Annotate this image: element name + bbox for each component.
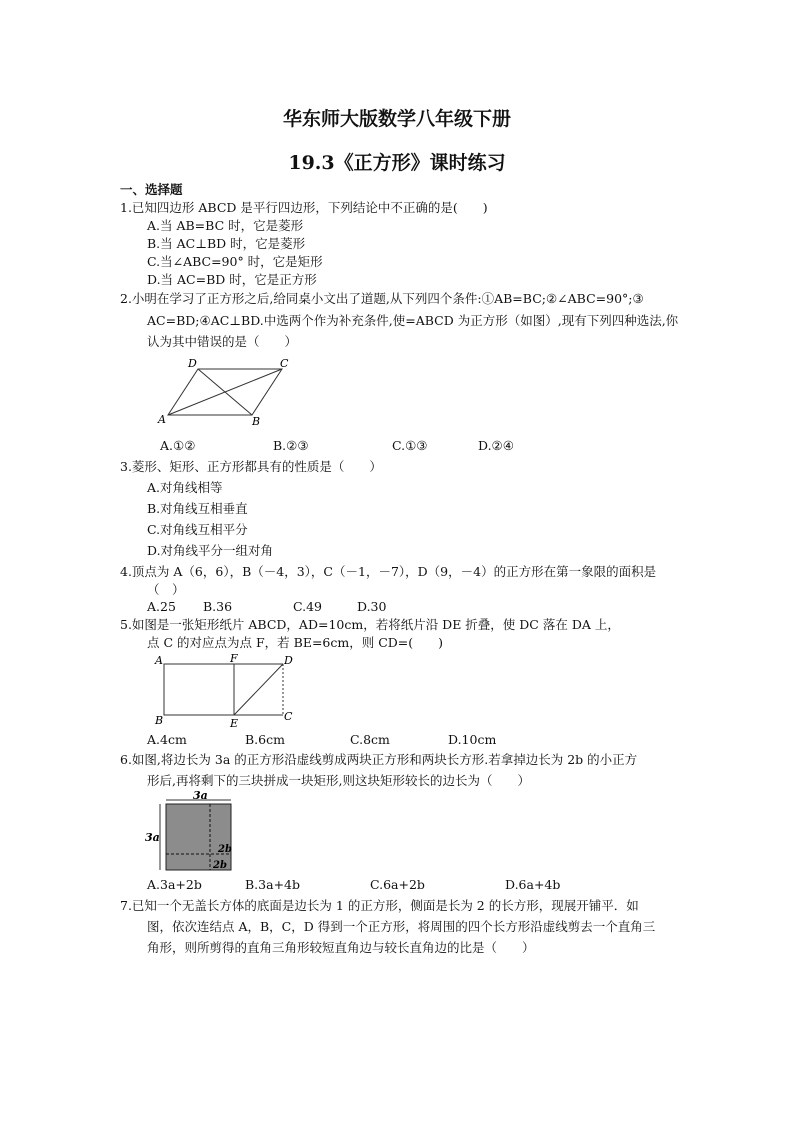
label-b: B	[155, 714, 164, 727]
label-d: D	[284, 654, 293, 667]
question-7-line-3: 角形，则所剪得的直角三角形较短直角边与较长直角边的比是（ ）	[147, 940, 535, 955]
rectangle-fold-figure	[152, 652, 302, 730]
label-a: A	[155, 654, 163, 667]
question-5-line-2: 点 C 的对应点为点 F，若 BE=6cm，则 CD=( )	[147, 635, 444, 650]
question-2-line-1: 2.小明在学习了正方形之后,给同桌小文出了道题,从下列四个条件:①AB=BC;②∠ABC=90°;③	[120, 291, 644, 306]
question-4-option-b: B.36	[203, 599, 233, 614]
question-3-option-c: C.对角线互相平分	[147, 522, 248, 537]
question-5-option-c: C.8cm	[350, 732, 390, 747]
question-6-option-a: A.3a+2b	[147, 877, 202, 892]
question-3-stem: 3.菱形、矩形、正方形都具有的性质是（ ）	[120, 459, 382, 474]
question-2-line-3: 认为其中错误的是（ ）	[147, 334, 298, 349]
section-heading: 一、选择题	[120, 182, 183, 197]
question-5-option-d: D.10cm	[448, 732, 497, 747]
question-4-option-a: A.25	[147, 599, 176, 614]
label-a: A	[158, 413, 166, 426]
question-3-option-a: A.对角线相等	[147, 480, 223, 495]
question-4-line-2: （ ）	[147, 582, 185, 597]
label-3a-left: 3a	[145, 831, 160, 844]
question-6-option-b: B.3a+4b	[245, 877, 300, 892]
question-1-option-b: B.当 AC⊥BD 时，它是菱形	[147, 236, 306, 251]
document-subtitle: 19.3《正方形》课时练习	[288, 152, 506, 174]
document-title: 华东师大版数学八年级下册	[282, 108, 511, 130]
question-6-line-1: 6.如图,将边长为 3a 的正方形沿虚线剪成两块正方形和两块长方形.若拿掉边长为 2b 的小正方	[120, 752, 638, 767]
label-e: E	[230, 717, 239, 730]
question-6-line-2: 形后,再将剩下的三块拼成一块矩形,则这块矩形较长的边长为（ ）	[147, 773, 530, 788]
question-2-option-a: A.①②	[160, 438, 196, 453]
question-4-option-d: D.30	[357, 599, 387, 614]
question-1-option-c: C.当∠ABC=90° 时，它是矩形	[147, 254, 323, 269]
question-7-line-2: 图，依次连结点 A，B，C，D 得到一个正方形，将周围的四个长方形沿虚线剪去一个直角三	[147, 919, 656, 934]
question-2-option-d: D.②④	[478, 438, 514, 453]
question-6-option-d: D.6a+4b	[505, 877, 561, 892]
label-3a-top: 3a	[193, 790, 208, 802]
label-c: C	[280, 357, 289, 370]
diagonal-bd	[198, 369, 252, 415]
question-5-option-b: B.6cm	[245, 732, 285, 747]
label-d: D	[188, 357, 197, 370]
question-4-line-1: 4.顶点为 A（6，6），B（－4，3），C（－1，－7），D（9，－4）的正方形在第一象限的面积是	[120, 564, 657, 579]
parallelogram-figure	[156, 357, 296, 427]
square-cut-figure	[143, 790, 243, 876]
question-3-option-b: B.对角线互相垂直	[147, 501, 248, 516]
question-6-option-c: C.6a+2b	[370, 877, 425, 892]
question-5-option-a: A.4cm	[147, 732, 187, 747]
question-3-option-d: D.对角线平分一组对角	[147, 543, 274, 558]
label-b: B	[252, 415, 261, 427]
question-4-option-c: C.49	[293, 599, 322, 614]
question-2-line-2: AC=BD;④AC⊥BD.中选两个作为补充条件,使=ABCD 为正方形（如图）,现有下列四种选法,你	[147, 313, 679, 328]
question-2-option-c: C.①③	[392, 438, 428, 453]
label-2b-side: 2b	[218, 844, 232, 855]
rectangle-outline	[164, 664, 283, 715]
question-1-option-a: A.当 AB=BC 时，它是菱形	[147, 218, 304, 233]
question-1-option-d: D.当 AC=BD 时，它是正方形	[147, 272, 317, 287]
label-c: C	[284, 710, 293, 723]
question-1-stem: 1.已知四边形 ABCD 是平行四边形，下列结论中不正确的是( )	[120, 200, 488, 215]
question-5-line-1: 5.如图是一张矩形纸片 ABCD，AD=10cm，若将纸片沿 DE 折叠，使 DC 落在 DA 上，	[120, 617, 620, 632]
label-f: F	[230, 652, 238, 665]
question-2-option-b: B.②③	[273, 438, 309, 453]
question-7-line-1: 7.已知一个无盖长方体的底面是边长为 1 的正方形，侧面是长为 2 的长方形，现展开铺平．如	[120, 898, 639, 913]
fold-line-de	[234, 664, 283, 715]
label-2b-bottom: 2b	[213, 860, 227, 871]
